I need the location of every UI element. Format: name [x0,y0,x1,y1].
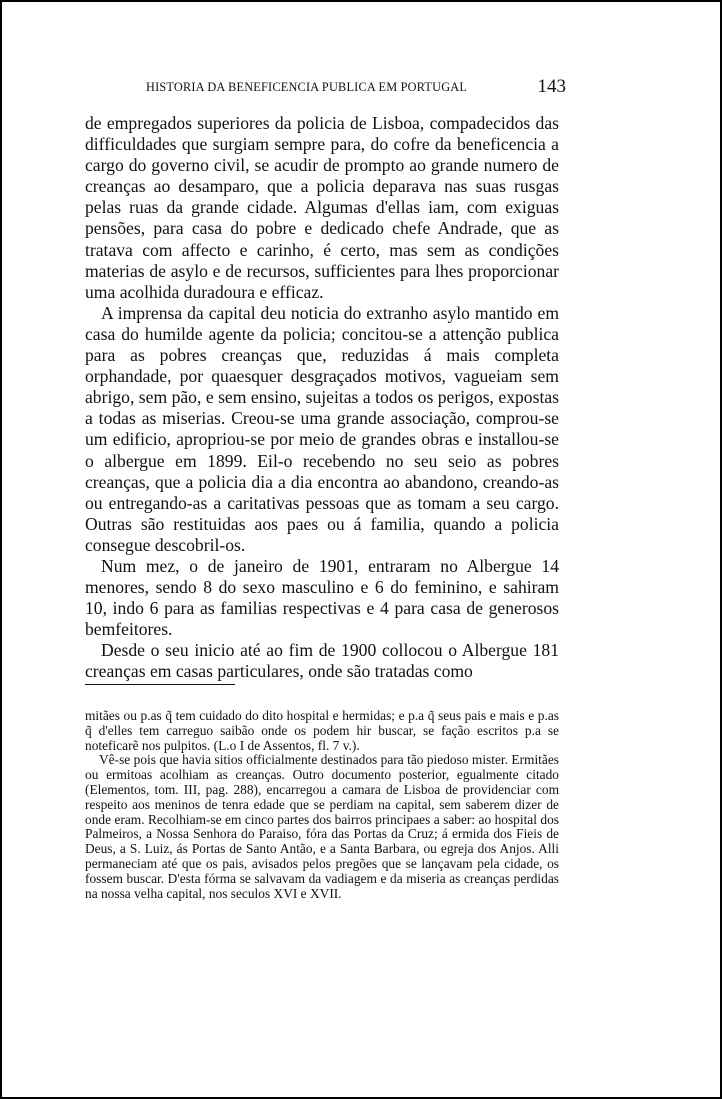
page-number: 143 [537,76,566,97]
running-title: HISTORIA DA BENEFICENCIA PUBLICA EM PORTUGAL [146,80,468,94]
paragraph: A imprensa da capital deu noticia do extranho asylo mantido em casa do humilde agente da policia; concitou-se a attenção publica para as pobres creanças que, reduzidas á mais completa orphandade, por quaesquer desgraçados motivos, vagueiam sem abrigo, sem pão, e sem ensino, sujeitas a todos os perigos, expostas a todas as miserias. Creou-se uma grande associação, comprou-se um edificio, apropriou-se por meio de grandes obras e installou-se o albergue em 1899. Eil-o recebendo no seu seio as pobres creanças, que a policia dia a dia encontra ao abandono, creando-as ou entregando-as a caritativas pessoas que as tomam a seu cargo. Outras são restituidas aos paes ou á familia, quando a policia consegue descobril-os. [85,302,559,555]
footnote-paragraph: mitães ou p.as q̃ tem cuidado do dito hospital e hermidas; e p.a q̃ seus pais e mais e p.as q̃ d'elles tem carreguo saibão onde os podem hir buscar, se fação escritos p.a se noteficarẽ nos pulpitos. (L.o I de Assentos, fl. 7 v.). [85,708,559,753]
page-header [146,76,566,102]
paragraph: de empregados superiores da policia de Lisboa, compadecidos das difficuldades que surgiam sempre para, do cofre da beneficencia a cargo do governo civil, se acudir de prompto ao grande numero de creanças ao desamparo, que a policia deparava nas suas rusgas pelas ruas da grande cidade. Algumas d'ellas iam, com exiguas pensões, para casa do pobre e dedicado chefe Andrade, que as tratava com affecto e carinho, é certo, mas sem as condições materias de asylo e de recursos, sufficientes para lhes proporcionar uma acolhida duradoura e efficaz. [85,113,559,302]
footnotes [85,709,559,901]
footnote-divider [85,684,235,685]
paragraph: Desde o seu inicio até ao fim de 1900 collocou o Albergue 181 creanças em casas particulares, onde são tratadas como [85,640,559,682]
main-text [85,113,559,683]
paragraph: Num mez, o de janeiro de 1901, entraram no Albergue 14 menores, sendo 8 do sexo masculino e 6 do feminino, e sahiram 10, indo 6 para as familias respectivas e 4 para casa de generosos bemfeitores. [85,555,559,640]
footnote-paragraph: Vê-se pois que havia sitios officialmente destinados para tão piedoso mister. Ermitães ou ermitoas acolhiam as creanças. Outro documento posterior, egualmente citado (Elementos, tom. III, pag. 288), encarregou a camara de Lisboa de providenciar com respeito aos meninos de tenra edade que se perdiam na capital, sem saberem dizer de onde eram. Recolhiam-se em cinco partes dos bairros principaes a saber: ao hospital dos Palmeiros, a Nossa Senhora do Paraiso, fóra das Portas da Cruz; á ermida dos Fieis de Deus, a S. Luiz, ás Portas de Santo Antão, e a Santa Barbara, ou egreja dos Anjos. Alli permaneciam até que os pais, avisados pelos pregões que se lançavam pela cidade, os fossem buscar. D'esta fórma se salvavam da vadiagem e da miseria as creanças perdidas na nossa velha capital, nos seculos XVI e XVII. [85,752,559,901]
